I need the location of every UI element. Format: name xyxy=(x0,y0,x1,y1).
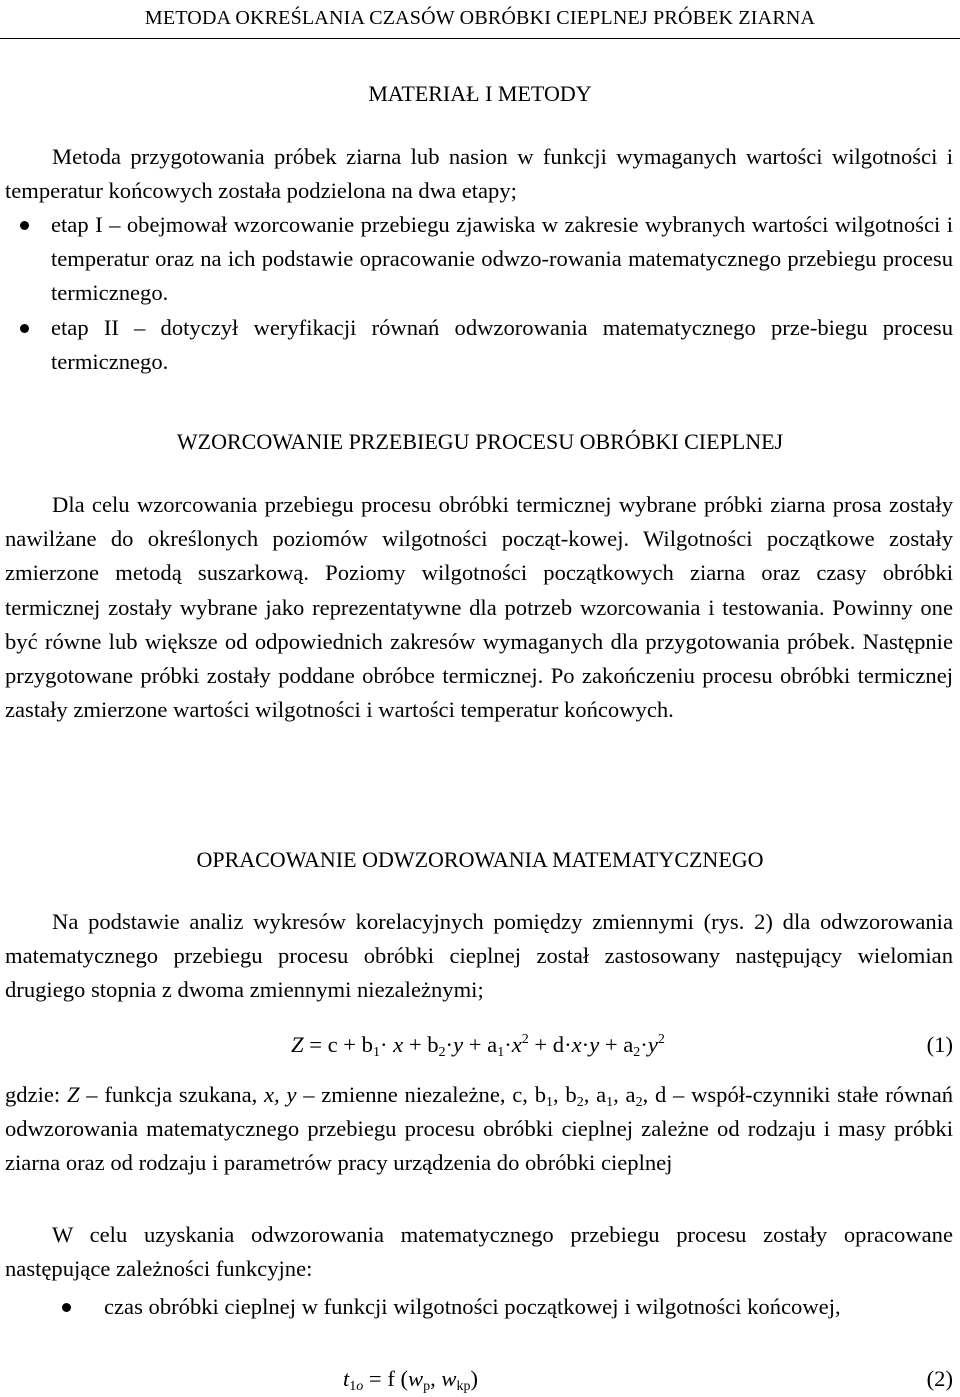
stage-list-item: etap II – dotyczył weryfikacji równań odwzorowania matematycznego prze-biegu procesu termicznego. xyxy=(0,311,953,379)
stage-list xyxy=(0,208,953,379)
running-header: METODA OKREŚLANIA CZASÓW OBRÓBKI CIEPLNEJ PRÓBEK ZIARNA xyxy=(0,0,960,39)
dependency-list-item: czas obróbki cieplnej w funkcji wilgotności początkowej i wilgotności końcowej, xyxy=(0,1288,953,1325)
dependencies-paragraph: W celu uzyskania odwzorowania matematycznego przebiegu procesu zostały opracowane następujące zależności funkcyjne: xyxy=(5,1222,953,1282)
dependency-list xyxy=(0,1288,953,1325)
section-heading-materials: MATERIAŁ I METODY xyxy=(368,81,592,106)
section-heading-model: OPRACOWANIE ODWZOROWANIA MATEMATYCZNEGO xyxy=(196,847,764,872)
equation-2-number: (2) xyxy=(926,1366,953,1391)
model-paragraph: Na podstawie analiz wykresów korelacyjnych pomiędzy zmiennymi (rys. 2) dla odwzorowania matematycznego przebiegu procesu obróbki cieplnej został zastosowany następujący wielomian drugiego stopnia z dwoma zmiennymi niezależnymi; xyxy=(5,909,953,1003)
equation-1 xyxy=(0,1027,953,1063)
equation-1-formula: $Z = c + b_1\cdot x + b_2\cdot y + a_1\cdot x^2 + d\cdot x\cdot y + a_2\cdot y^2$ xyxy=(291,1032,665,1060)
stage-list-item: etap I – obejmował wzorcowanie przebiegu zjawiska w zakresie wybranych wartości wilgotności i temperatur oraz na ich podstawie opracowanie odwzo-rowania matematycznego przebiegu procesu termicznego. xyxy=(0,208,953,311)
equation-2-formula: $t_{1o} = f$ ($w_p$, $w_{kp}$) xyxy=(343,1366,479,1394)
equation-1-number: (1) xyxy=(926,1032,953,1057)
calibration-paragraph: Dla celu wzorcowania przebiegu procesu obróbki termicznej wybrane próbki ziarna prosa zostały nawilżane do określonych poziomów wilgotności począt-kowej. Wilgotności początkowe zostały zmierzone metodą suszarkową. Poziomy wilgotności początkowych ziarna oraz czasy obróbki termicznej zostały wybrane jako reprezentatywne dla potrzeb wzorcowania i testowania. Powinny one być równe lub większe od odpowiednich zakresów wymaganych dla przygotowania próbek. Następnie przygotowane próbki zostały poddane obróbce termicznej. Po zakończeniu procesu obróbki termicznej zastały zmierzone wartości wilgotności i wartości temperatur końcowych. xyxy=(5,492,953,723)
section-heading-calibration: WZORCOWANIE PRZEBIEGU PROCESU OBRÓBKI CIEPLNEJ xyxy=(176,429,784,454)
intro-paragraph: Metoda przygotowania próbek ziarna lub nasion w funkcji wymaganych wartości wilgotności i temperatur końcowych została podzielona na dwa etapy; xyxy=(5,144,953,204)
variables-definition: gdzie: Z – funkcja szukana, x, y – zmienne niezależne, c, $b_1$, $b_2$, $a_1$, $a_2$, d – współ-czynniki stałe równań odwzorowania matematycznego przebiegu procesu obróbki cieplnej zależne od rodzaju i masy próbki ziarna oraz od rodzaju i parametrów pracy urządzenia do obróbki cieplnej xyxy=(5,1082,954,1176)
equation-2 xyxy=(0,1361,953,1397)
